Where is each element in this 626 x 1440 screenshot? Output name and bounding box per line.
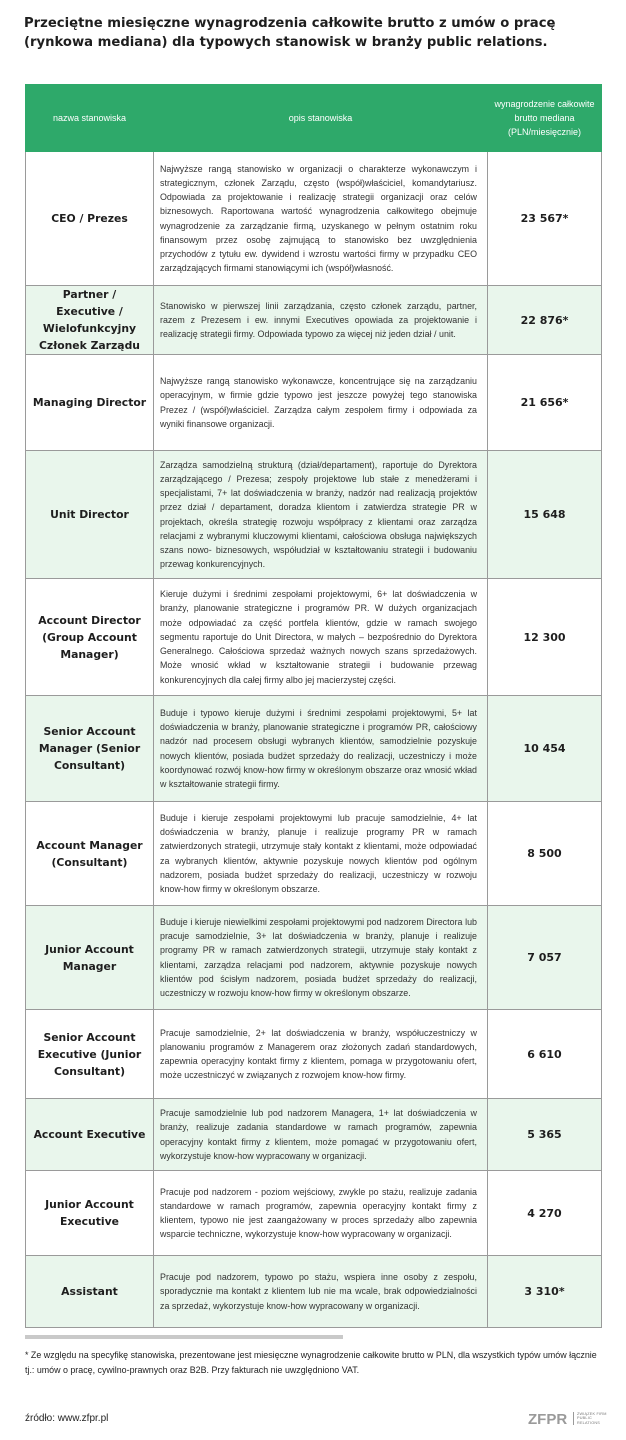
salary-value: 7 057 [488, 906, 602, 1010]
position-name: Junior Account Manager [26, 906, 154, 1010]
position-name: Senior Account Manager (Senior Consultant) [26, 696, 154, 802]
table-row [26, 802, 602, 906]
logo-caption-line: RELATIONS [577, 1420, 601, 1425]
position-description: Pracuje pod nadzorem, typowo po stażu, wspiera inne osoby z zespołu, sporadycznie ma kontakt z klientem lub nie ma wcale, brak odpowiedzialności za sprzedaż, wykorzystuje know-how wypracowany w organizacji. [154, 1256, 488, 1328]
position-description: Buduje i kieruje niewielkimi zespołami projektowymi pod nadzorem Directora lub pracuje samodzielnie, 3+ lat doświadczenia w branży, planuje i realizuje programy PR w ramach zatwierdzonych strategii, utrzymuje stały kontakt z klientami, zarządza relacjami pod nadzorem, aktywnie pozyskuje nowych klientów pod ścisłym nadzorem, posiada budżet sprzedaży do realizacji, uczestniczy w rozwoju know-how firmy w określonym obszarze. [154, 906, 488, 1010]
position-description: Buduje i kieruje zespołami projektowymi lub pracuje samodzielnie, 4+ lat doświadczenia w branży, planuje i realizuje programy PR w ramach zatwierdzonych strategii, utrzymuje stały kontakt z klientami, może odpowiadać za wybranych klientów, aktywnie pozyskuje nowych klientów pod ogólnym nadzorem, posiada budżet sprzedaży do realizacji, uczestniczy w rozwoju know-how firmy w określonym obszarze. [154, 802, 488, 906]
salary-table [25, 84, 602, 1328]
position-description: Buduje i typowo kieruje dużymi i średnimi zespołami projektowymi, 5+ lat doświadczenia w branży, planowanie strategiczne i programów PR, całościowy nadzór nad procesem obsługi wybranych klientów, samodzielnie pozyskuje nowych klientów, posiada budżet sprzedaży do realizacji, uczestniczy i może koordynować rozwój know-how firmy w określonym obszarze oraz wnosić wkład w kształtowanie strategii firmy. [154, 696, 488, 802]
source-link[interactable]: źródło: www.zfpr.pl [25, 1413, 109, 1424]
footnote-divider [25, 1335, 343, 1339]
header-position-description: opis stanowiska [154, 85, 488, 152]
salary-value: 4 270 [488, 1171, 602, 1256]
salary-value: 15 648 [488, 451, 602, 579]
position-name: Partner / Executive / Wielofunkcyjny Członek Zarządu [26, 286, 154, 355]
table-header-row [26, 85, 602, 152]
position-description: Pracuje samodzielnie lub pod nadzorem Managera, 1+ lat doświadczenia w branży, realizuje zadania standardowe w ramach programów, zapewnia operacyjny kontakt firmy z klientem, może pomagać w przygotowaniu ofert, wykorzystuje know-how wypracowany w organizacji. [154, 1099, 488, 1171]
zfpr-logo [528, 1410, 607, 1427]
salary-value: 12 300 [488, 579, 602, 696]
table-row [26, 286, 602, 355]
position-description: Najwyższe rangą stanowisko wykonawcze, koncentrujące się na zarządzaniu operacyjnym, w firmie gdzie typowo jest jeszcze powyżej tego stanowiska Prezez / (współ)właściciel. Zarządza całym zespołem firmy i odpowiada za wyniki finansowe organizacji. [154, 355, 488, 451]
header-position-name: nazwa stanowiska [26, 85, 154, 152]
salary-value: 10 454 [488, 696, 602, 802]
table-row [26, 1010, 602, 1099]
position-description: Kieruje dużymi i średnimi zespołami projektowymi, 6+ lat doświadczenia w branży, planowanie strategiczne i programów PR. W dużych organizacjach może odpowiadać za część portfela klientów, gdzie w ramach swojego segmentu raportuje do Unit Directora, w małych – bezpośrednio do Dyrektora Generalnego. Całościowa sprzedaż ważnych nowych szans sprzedażowych. Może wnosić wkład w kształtowanie strategii i budowanie przewag konkurencyjnych dla całej firmy albo jej macierzystej części. [154, 579, 488, 696]
position-name: Account Executive [26, 1099, 154, 1171]
position-name: Senior Account Executive (Junior Consultant) [26, 1010, 154, 1099]
header-salary-median: wynagrodzenie całkowite brutto mediana (PLN/miesięcznie) [488, 85, 602, 152]
position-name: Account Manager (Consultant) [26, 802, 154, 906]
salary-value: 22 876* [488, 286, 602, 355]
zfpr-logo-mark [528, 1410, 570, 1427]
salary-value: 6 610 [488, 1010, 602, 1099]
zfpr-logo-letters: ZFPR [528, 1411, 568, 1427]
table-row [26, 906, 602, 1010]
position-name: Assistant [26, 1256, 154, 1328]
table-row [26, 355, 602, 451]
salary-value: 3 310* [488, 1256, 602, 1328]
table-row [26, 1171, 602, 1256]
table-row [26, 579, 602, 696]
table-row [26, 451, 602, 579]
position-description: Zarządza samodzielną strukturą (dział/departament), raportuje do Dyrektora zarządzającego / Prezesa; zespoły projektowe lub stałe z menedżerami i specjalistami, 7+ lat doświadczenia w branży, nadzór nad realizacją projektów przez dział / departament, doradza klientom i zatwierdza strategie PR w projektach, określa strategię rozwoju współpracy z klientami oraz zarządza relacjami z wybranymi kluczowymi klientami, całościowa obsługa największych szans nowo- biznesowych, współudział w kształtowaniu strategii i budowaniu przewag konkurencyjnych. [154, 451, 488, 579]
position-name: CEO / Prezes [26, 152, 154, 286]
position-description: Pracuje pod nadzorem - poziom wejściowy, zwykle po stażu, realizuje zadania standardowe w ramach programów, zapewnia operacyjny kontakt firmy z klientem, typowo nie jest zaangażowany w proces sprzedaży albo zapewnia wsparcie techniczne, wykorzystuje know-how wypracowany w organizacji. [154, 1171, 488, 1256]
salary-value: 8 500 [488, 802, 602, 906]
position-name: Unit Director [26, 451, 154, 579]
position-description: Najwyższe rangą stanowisko w organizacji o charakterze wykonawczym i strategicznym, członek Zarządu, często (współ)właściciel, komandytariusz. Odpowiada za projektowanie i realizację strategii organizacji oraz celów biznesowych. Raportowana wartość wynagrodzenia całkowitego obejmuje wynagrodzenie za zarządzanie firmą, uzyskanego w pełnym ostatnim roku finansowym przez osobę zajmującą to stanowisko bez uwzględnienia przychodów z tytułu ew. dywidend i wzrostu wartości firmy w przypadku CEO zarządzających firmami stanowiącymi ich (współ)własność. [154, 152, 488, 286]
salary-value: 5 365 [488, 1099, 602, 1171]
position-name: Junior Account Executive [26, 1171, 154, 1256]
page-title: Przeciętne miesięczne wynagrodzenia całkowite brutto z umów o pracę (rynkowa mediana) dla typowych stanowisk w branży public relations. [24, 16, 556, 50]
table-row [26, 696, 602, 802]
position-description: Stanowisko w pierwszej linii zarządzania, często członek zarządu, partner, razem z Prezesem i ew. innymi Executives opowiada za projektowanie i realizację strategii firmy. Odpowiada typowo za więcej niż jeden dział / unit. [154, 286, 488, 355]
salary-value: 23 567* [488, 152, 602, 286]
table-row [26, 1099, 602, 1171]
zfpr-logo-caption [573, 1412, 607, 1426]
table-row [26, 1256, 602, 1328]
logo-caption-line: ZWIĄZEK FIRM [577, 1411, 607, 1416]
salary-value: 21 656* [488, 355, 602, 451]
footnote: * Ze względu na specyfikę stanowiska, prezentowane jest miesięczne wynagrodzenie całkowite brutto w PLN, dla wszystkich typów umów łącznie tj.: umów o pracę, cywilno-prawnych oraz B2B. Przy fakturach nie uwzględniono VAT. [25, 1350, 597, 1375]
position-description: Pracuje samodzielnie, 2+ lat doświadczenia w branży, współuczestniczy w planowaniu programów z Managerem oraz złożonych zadań standardowych, zapewnia operacyjny kontakt firmy z klientem, pomaga w przygotowaniu ofert, może uczestniczyć w związanych z rozwojem know-how firmy. [154, 1010, 488, 1099]
table-row [26, 152, 602, 286]
logo-caption-line: PUBLIC [577, 1416, 592, 1421]
position-name: Account Director (Group Account Manager) [26, 579, 154, 696]
position-name: Managing Director [26, 355, 154, 451]
